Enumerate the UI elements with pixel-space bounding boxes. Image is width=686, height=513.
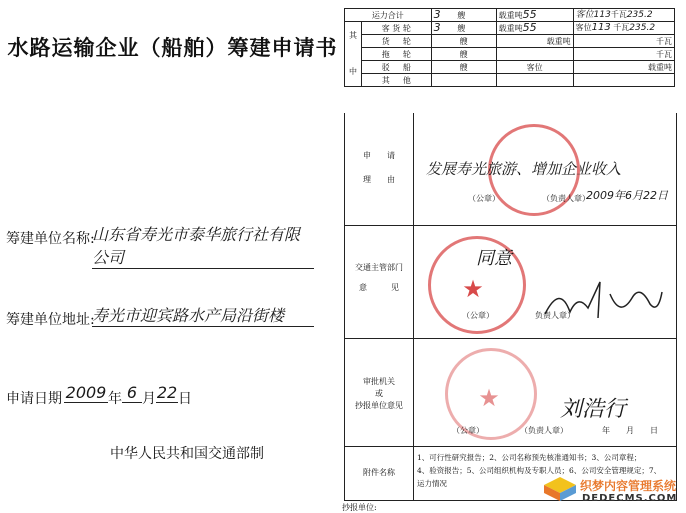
passenger-cargo-ship-cell bbox=[431, 22, 496, 35]
reason-person-label: （负责人章） bbox=[542, 194, 590, 203]
unit-address-label: 筹建单位地址: bbox=[6, 312, 95, 328]
attachments-label: 附件名称 bbox=[363, 468, 395, 477]
total-ship-count: 3 bbox=[433, 8, 441, 21]
seat-label: 客位 bbox=[575, 23, 592, 32]
row-label: 拖 轮 bbox=[362, 48, 432, 61]
empty-cell bbox=[496, 48, 573, 61]
empty-cell bbox=[431, 74, 496, 87]
ship-unit: 艘 bbox=[431, 48, 496, 61]
copy-to-label: 抄报单位: bbox=[342, 503, 377, 512]
total-capacity-label: 运力合计 bbox=[345, 9, 432, 22]
tonnage-label: 载重吨 bbox=[496, 35, 573, 48]
stamp-star-icon: ★ bbox=[478, 384, 500, 412]
reason-date: 2009年6月22日 bbox=[586, 189, 668, 202]
watermark-domain: DEDECMS.COM bbox=[582, 493, 678, 504]
seat-label: 客位 bbox=[496, 61, 573, 74]
approval-person-label: （负责人章） bbox=[520, 426, 568, 435]
unit-address-value: 寿光市迎宾路水产局沿街楼 bbox=[92, 303, 314, 327]
label-column-divider bbox=[413, 113, 414, 500]
transport-label-line2: 意 见 bbox=[359, 283, 399, 292]
date-year-unit: 年 bbox=[108, 391, 122, 407]
passenger-cargo-tonnage: 55 bbox=[522, 21, 537, 34]
reason-label-line1: 申 请 bbox=[363, 151, 395, 160]
approval-day-unit: 日 bbox=[650, 426, 658, 435]
power-label: 千瓦 bbox=[573, 35, 674, 48]
total-seats: 客位113 bbox=[575, 10, 611, 20]
transport-person-label: 负责人章） bbox=[535, 311, 575, 320]
total-power-value: 235.2 bbox=[626, 10, 653, 20]
total-seat-power-cell bbox=[573, 9, 674, 22]
total-tonnage-value: 55 bbox=[522, 8, 537, 21]
approval-label-line3: 抄报单位意见 bbox=[355, 401, 403, 410]
ship-unit: 艘 bbox=[457, 11, 466, 20]
breakdown-side-label bbox=[345, 22, 362, 87]
transport-label-line1: 交通主管部门 bbox=[355, 263, 403, 272]
reason-seal-label: （公章） bbox=[468, 194, 500, 203]
attachment-line-3: 运力情况 bbox=[417, 479, 447, 488]
table-row bbox=[345, 35, 675, 48]
watermark-logo-icon bbox=[543, 476, 577, 502]
section-divider bbox=[344, 446, 676, 447]
passenger-cargo-seat-power-cell bbox=[573, 22, 674, 35]
ship-unit: 艘 bbox=[431, 61, 496, 74]
date-month-unit: 月 bbox=[142, 391, 156, 407]
date-day: 22 bbox=[156, 383, 178, 402]
passenger-cargo-count: 3 bbox=[433, 21, 441, 34]
date-year: 2009 bbox=[65, 383, 107, 402]
approval-seal-label: （公章） bbox=[452, 426, 484, 435]
tonnage-label: 载重吨 bbox=[498, 11, 523, 20]
page-title: 水路运输企业（船舶）筹建申请书 bbox=[7, 35, 338, 60]
stamp-star-icon: ★ bbox=[462, 275, 484, 303]
passenger-cargo-tonnage-cell bbox=[496, 22, 573, 35]
table-row bbox=[345, 61, 675, 74]
passenger-cargo-power: 235.2 bbox=[629, 23, 656, 33]
row-label: 其 他 bbox=[362, 74, 432, 87]
section-divider bbox=[344, 338, 676, 339]
row-label: 客 货 轮 bbox=[362, 22, 432, 35]
empty-cell bbox=[496, 74, 573, 87]
table-row bbox=[345, 74, 675, 87]
side-char-1: 其 bbox=[349, 31, 357, 40]
ship-unit: 艘 bbox=[431, 35, 496, 48]
total-tonnage-cell bbox=[496, 9, 573, 22]
row-label: 驳 船 bbox=[362, 61, 432, 74]
passenger-cargo-seats: 113 bbox=[591, 22, 611, 33]
attachment-line-2: 4、验资报告；5、公司组织机构及专职人员；6、公司安全管理规定；7、 bbox=[417, 466, 662, 475]
power-label: 千瓦 bbox=[613, 23, 630, 32]
table-row bbox=[345, 48, 675, 61]
reason-label-line2: 理 由 bbox=[363, 175, 395, 184]
total-ship-cell bbox=[431, 9, 496, 22]
issuer-footer: 中华人民共和国交通部制 bbox=[110, 446, 264, 462]
power-label: 千瓦 bbox=[573, 48, 674, 61]
approval-label-line2: 或 bbox=[375, 389, 383, 398]
table-row bbox=[345, 9, 675, 22]
capacity-table bbox=[344, 8, 675, 87]
empty-cell bbox=[573, 74, 674, 87]
spacer bbox=[344, 113, 345, 500]
ship-unit: 艘 bbox=[457, 24, 466, 33]
power-label: 千瓦 bbox=[610, 10, 627, 19]
side-char-2: 中 bbox=[349, 67, 357, 76]
unit-name-value: 山东省寿光市泰华旅行社有限公司 bbox=[92, 222, 314, 269]
approval-signature: 刘浩行 bbox=[560, 397, 627, 422]
reason-text: 发展寿光旅游、增加企业收入 bbox=[426, 160, 622, 178]
approval-label-line1: 审批机关 bbox=[363, 377, 395, 386]
row-label: 货 轮 bbox=[362, 35, 432, 48]
unit-name-label: 筹建单位名称: bbox=[6, 231, 95, 247]
section-divider bbox=[344, 225, 676, 226]
date-month: 6 bbox=[122, 383, 142, 403]
tonnage-label: 载重吨 bbox=[573, 61, 674, 74]
transport-opinion-handwriting: 同意 bbox=[476, 248, 512, 269]
attachment-line-1: 1、可行性研究报告；2、公司名称预先核准通知书；3、公司章程； bbox=[417, 453, 642, 462]
transport-seal-label: （公章） bbox=[462, 311, 494, 320]
table-row bbox=[345, 22, 675, 35]
date-day-unit: 日 bbox=[178, 391, 192, 407]
approval-year-unit: 年 bbox=[602, 426, 610, 435]
approval-month-unit: 月 bbox=[626, 426, 634, 435]
watermark-text: 织梦内容管理系统 bbox=[580, 479, 677, 493]
date-label: 申请日期 bbox=[6, 391, 62, 407]
tonnage-label: 载重吨 bbox=[498, 24, 523, 33]
